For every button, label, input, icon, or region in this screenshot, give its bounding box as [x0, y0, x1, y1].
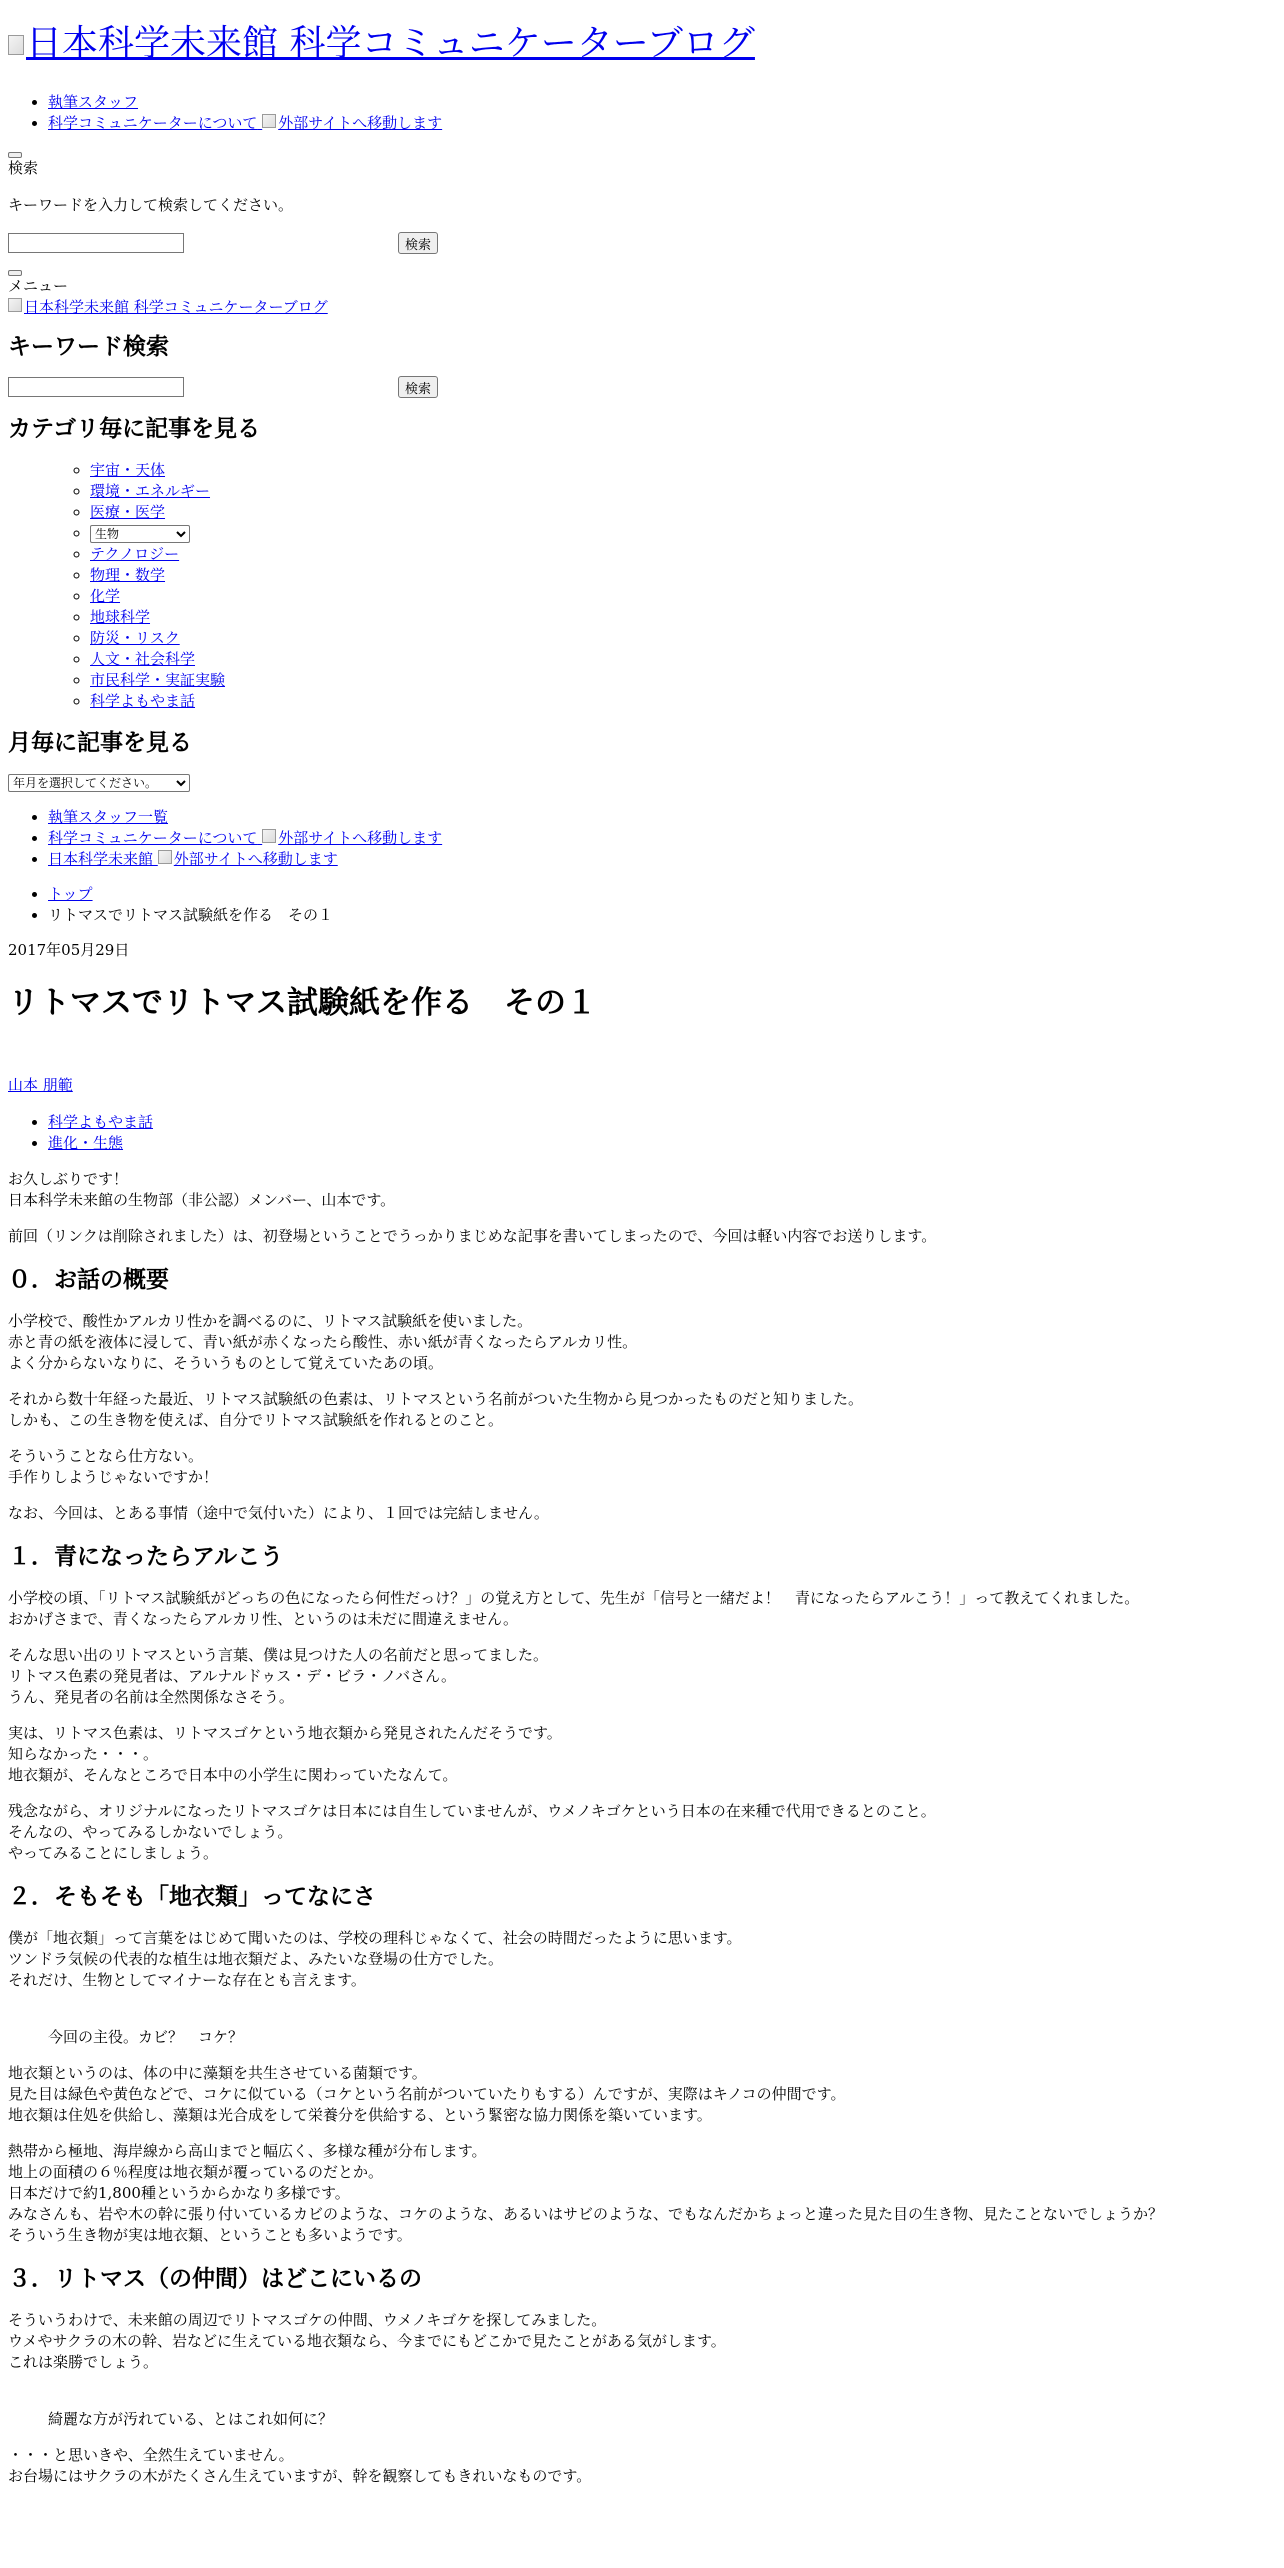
- site-logo-image: [8, 35, 24, 55]
- category-link[interactable]: 地球科学: [90, 608, 151, 626]
- external-link-icon: [158, 850, 172, 864]
- paragraph: そういうことなら仕方ない。 手作りしようじゃないですか！: [8, 1447, 219, 1486]
- menu-panel-label: メニュー: [8, 277, 69, 295]
- category-item: [90, 502, 1276, 523]
- search-submit-button[interactable]: 検索: [398, 232, 438, 254]
- biology-category-select[interactable]: [90, 525, 190, 543]
- article-author: [8, 1075, 1276, 1096]
- category-item: [90, 691, 1276, 712]
- external-link-icon: [262, 829, 276, 843]
- paragraph: 僕が「地衣類」って言葉をはじめて聞いたのは、学校の理科じゃなくて、社会の時間だったように思います。 ツンドラ気候の代表的な植生は地衣類だよ、みたいな登場の仕方でした。 それだけ、生物としてマイナーな存在とも言えます。: [8, 1929, 742, 1989]
- category-item: [90, 565, 1276, 586]
- article-title: リトマスでリトマス試験紙を作る その１: [8, 985, 597, 1021]
- search-input[interactable]: [8, 233, 184, 253]
- month-select-wrap: [8, 772, 1276, 793]
- menu-logo-link[interactable]: 日本科学未来館 科学コミュニケーターブログ: [8, 298, 328, 316]
- category-link[interactable]: 化学: [90, 587, 121, 605]
- paragraph: 小学校で、酸性かアルカリ性かを調べるのに、リトマス試験紙を使いました。 赤と青の紙を液体に浸して、青い紙が赤くなったら酸性、赤い紙が青くなったらアルカリ性。 よく分からないなりに、そういうものとして覚えていたあの頃。: [8, 1312, 638, 1372]
- tag-item: [48, 1133, 1276, 1154]
- article-body: [8, 1169, 1276, 2487]
- author-link[interactable]: 山本 朋範: [8, 1076, 73, 1094]
- section-heading: ３．リトマス（の仲間）はどこにいるの: [8, 2266, 422, 2292]
- menu-logo-image: [8, 298, 22, 312]
- sidebar-search-button[interactable]: 検索: [398, 376, 438, 398]
- nav-about-link[interactable]: 科学コミュニケーターについて 外部サイトへ移動します: [48, 114, 443, 132]
- section-heading: １．青になったらアルこう: [8, 1544, 284, 1570]
- header-nav-item: [48, 113, 1276, 134]
- search-panel-label: 検索: [8, 159, 39, 177]
- sidebar-link-item: [48, 849, 1276, 870]
- section-heading: ０．お話の概要: [8, 1267, 169, 1293]
- about-link[interactable]: 科学コミュニケーターについて 外部サイトへ移動します: [48, 829, 443, 847]
- category-item: [90, 586, 1276, 607]
- header-nav: [8, 92, 1276, 134]
- site-title-link[interactable]: 日本科学未来館 科学コミュニケーターブログ: [8, 23, 755, 64]
- breadcrumb: [8, 884, 1276, 926]
- staff-list-link[interactable]: 執筆スタッフ一覧: [48, 808, 169, 826]
- paragraph: そういうわけで、未来館の周辺でリトマスゴケの仲間、ウメノキゴケを探してみました。 ウメやサクラの木の幹、岩などに生えている地衣類なら、今までにもどこかで見たことがある気がします。 これは楽勝でしょう。: [8, 2311, 726, 2371]
- category-heading: カテゴリ毎に記事を見る: [8, 416, 261, 442]
- nav-staff-link[interactable]: 執筆スタッフ: [48, 93, 139, 111]
- miraikan-link[interactable]: 日本科学未来館 外部サイトへ移動します: [48, 850, 338, 868]
- category-link[interactable]: 医療・医学: [90, 503, 166, 521]
- category-link[interactable]: 物理・数学: [90, 566, 166, 584]
- category-link[interactable]: 環境・エネルギー: [90, 482, 211, 500]
- image-caption: 綺麗な方が汚れている、とはこれ如何に？: [48, 2410, 334, 2428]
- paragraph: 地衣類というのは、体の中に藻類を共生させている菌類です。 見た目は緑色や黄色などで、コケに似ている（コケという名前がついていたりもする）んですが、実際はキノコの仲間です。 地衣類は住処を供給し、藻類は光合成をして栄養分を供給する、という緊密な協力関係を築いています。: [8, 2064, 846, 2124]
- category-link[interactable]: テクノロジー: [90, 545, 180, 563]
- sidebar-search-form: [8, 376, 1276, 398]
- image-caption: 今回の主役。カビ？ コケ？: [48, 2028, 244, 2046]
- paragraph: お久しぶりです！ 日本科学未来館の生物部（非公認）メンバー、山本です。: [8, 1170, 396, 1209]
- paragraph: 小学校の頃、「リトマス試験紙がどっちの色になったら何性だっけ？」の覚え方として、先生が「信号と一緒だよ！ 青になったらアルこう！」って教えてくれました。 おかげさまで、青くなったらアルカリ性、というのは未だに間違えません。: [8, 1589, 1140, 1628]
- category-link[interactable]: 宇宙・天体: [90, 461, 166, 479]
- category-item: [90, 481, 1276, 502]
- category-item: [90, 649, 1276, 670]
- sidebar-search-input[interactable]: [8, 377, 184, 397]
- category-link[interactable]: 防災・リスク: [90, 629, 180, 647]
- paragraph: そんな思い出のリトマスという言葉、僕は見つけた人の名前だと思ってました。 リトマス色素の発見者は、アルナルドゥス・デ・ビラ・ノバさん。 うん、発見者の名前は全然関係なさそう。: [8, 1646, 549, 1706]
- header-nav-item: [48, 92, 1276, 113]
- category-item: [90, 544, 1276, 565]
- paragraph: なお、今回は、とある事情（途中で気付いた）により、１回では完結しません。: [8, 1504, 549, 1522]
- sidebar-link-item: [48, 807, 1276, 828]
- tag-item: [48, 1112, 1276, 1133]
- paragraph: 前回（リンクは削除されました）は、初登場ということでうっかりまじめな記事を書いてしまったので、今回は軽い内容でお送りします。: [8, 1227, 937, 1245]
- breadcrumb-top-link[interactable]: トップ: [48, 885, 93, 903]
- search-instruction: キーワードを入力して検索してください。: [8, 196, 294, 214]
- sidebar-link-item: [48, 828, 1276, 849]
- category-item: [90, 523, 1276, 544]
- paragraph: ・・・と思いきや、全然生えていません。 お台場にはサクラの木がたくさん生えていますが、幹を観察してもきれいなものです。: [8, 2446, 592, 2485]
- article-date: 2017年05月29日: [8, 941, 130, 959]
- category-item: [90, 460, 1276, 481]
- menu-panel: [8, 270, 1276, 318]
- breadcrumb-item: [48, 884, 1276, 905]
- section-heading: ２．そもそも「地衣類」ってなにさ: [8, 1884, 376, 1910]
- category-item: [90, 628, 1276, 649]
- paragraph: 実は、リトマス色素は、リトマスゴケという地衣類から発見されたんだそうです。 知らなかった・・・。 地衣類が、そんなところで日本中の小学生に関わっていたなんて。: [8, 1724, 562, 1784]
- category-item: [90, 607, 1276, 628]
- paragraph: 残念ながら、オリジナルになったリトマスゴケは日本には自生していませんが、ウメノキゴケという日本の在来種で代用できるとのこと。 そんなの、やってみるしかないでしょう。 やってみることにしましょう。: [8, 1802, 936, 1862]
- sidebar-links: [8, 807, 1276, 870]
- site-title: [8, 0, 1276, 66]
- article-tags: [8, 1112, 1276, 1154]
- search-panel: [8, 152, 1276, 254]
- category-link[interactable]: 市民科学・実証実験: [90, 671, 226, 689]
- paragraph: 熱帯から極地、海岸線から高山までと幅広く、多様な種が分布します。 地上の面積の６％程度は地衣類が覆っているのだとか。 日本だけで約1,800種というからかなり多様です。 みなさんも、岩や木の幹に張り付いているカビのような、コケのような、あるいはサビのような、でもなんだかちょっと違った見た目の生き物、見たことないでしょうか？ そういう生き物が実は地衣類、ということも多いようです。: [8, 2142, 1164, 2244]
- category-link[interactable]: 科学よもやま話: [90, 692, 196, 710]
- breadcrumb-item: • リトマスでリトマス試験紙を作る その１: [48, 905, 1276, 926]
- paragraph: それから数十年経った最近、リトマス試験紙の色素は、リトマスという名前がついた生物から見つかったものだと知りました。 しかも、この生き物を使えば、自分でリトマス試験紙を作れるとのこと。: [8, 1390, 864, 1429]
- category-list: [8, 460, 1276, 712]
- category-item: [90, 670, 1276, 691]
- category-link[interactable]: 人文・社会科学: [90, 650, 196, 668]
- keyword-search-heading: キーワード検索: [8, 334, 169, 360]
- month-select[interactable]: [8, 774, 190, 792]
- tag-link[interactable]: 進化・生態: [48, 1134, 124, 1152]
- month-heading: 月毎に記事を見る: [8, 730, 192, 756]
- search-form: [8, 232, 1276, 254]
- tag-link[interactable]: 科学よもやま話: [48, 1113, 154, 1131]
- external-link-icon: [262, 114, 276, 128]
